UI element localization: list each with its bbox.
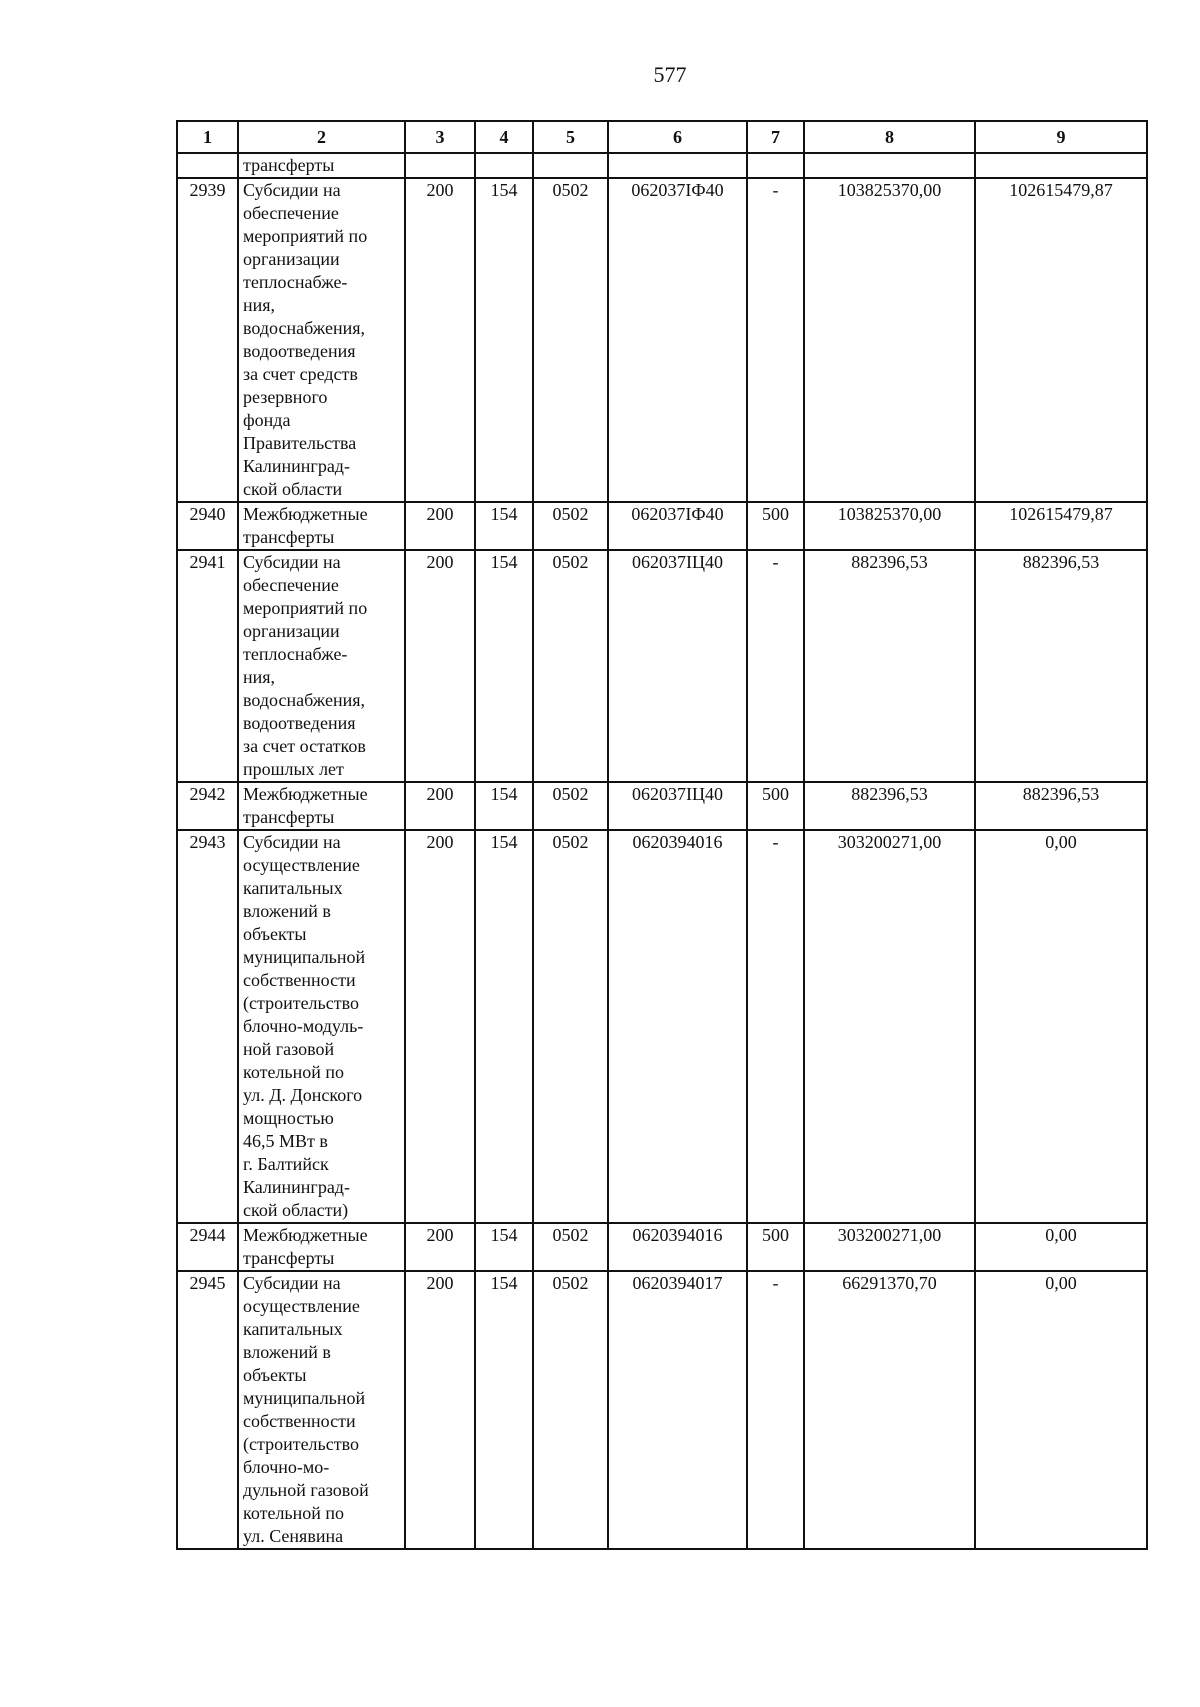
cell-row-number: 2940: [177, 502, 238, 550]
cell-amount-approved: [804, 153, 975, 178]
description-line: организации: [243, 249, 340, 269]
cell-amount-executed: 102615479,87: [975, 178, 1147, 502]
cell-code-a: 200: [405, 502, 475, 550]
cell-row-number: [177, 153, 238, 178]
description-line: Межбюджетные: [243, 784, 368, 804]
page-number: 577: [653, 62, 687, 87]
column-header: 8: [804, 121, 975, 153]
description-line: водоснабжения,: [243, 690, 366, 710]
description-line: Правительства: [243, 433, 357, 453]
description-line: теплоснабже-: [243, 644, 348, 664]
description-line: Субсидии на: [243, 832, 341, 852]
description-line: организации: [243, 621, 340, 641]
description-line: котельной по: [243, 1062, 345, 1082]
description-line: ской области): [243, 1200, 349, 1220]
cell-code-b: 154: [475, 502, 533, 550]
description-line: осуществление: [243, 855, 360, 875]
cell-target-article: 062037ІЦ40: [608, 550, 747, 782]
description-line: фонда: [243, 410, 291, 430]
description-line: Калининград-: [243, 1177, 350, 1197]
description-line: ской области: [243, 479, 343, 499]
description-line: собственности: [243, 970, 356, 990]
cell-row-number: 2942: [177, 782, 238, 830]
cell-description: [238, 830, 405, 1223]
cell-amount-approved: 882396,53: [804, 550, 975, 782]
cell-code-a: [405, 153, 475, 178]
description-line: мощностью: [243, 1108, 334, 1128]
cell-description: [238, 1223, 405, 1271]
description-line: муниципальной: [243, 1388, 366, 1408]
cell-description: [238, 550, 405, 782]
cell-description: [238, 178, 405, 502]
cell-code-b: 154: [475, 1271, 533, 1549]
description-line: трансферты: [243, 1248, 335, 1268]
budget-table: [176, 120, 1148, 1550]
description-line: блочно-мо-: [243, 1457, 330, 1477]
cell-description: [238, 502, 405, 550]
description-line: вложений в: [243, 1342, 331, 1362]
cell-row-number: 2943: [177, 830, 238, 1223]
cell-expense-type: -: [747, 830, 804, 1223]
description-line: трансферты: [243, 807, 335, 827]
cell-amount-approved: 303200271,00: [804, 1223, 975, 1271]
table-row: [177, 502, 1147, 550]
description-line: водоотведения: [243, 341, 356, 361]
cell-expense-type: 500: [747, 1223, 804, 1271]
cell-section: 0502: [533, 1223, 608, 1271]
cell-expense-type: -: [747, 178, 804, 502]
column-header: 4: [475, 121, 533, 153]
cell-code-b: 154: [475, 782, 533, 830]
cell-code-b: 154: [475, 1223, 533, 1271]
cell-target-article: 0620394017: [608, 1271, 747, 1549]
column-header: 3: [405, 121, 475, 153]
cell-code-a: 200: [405, 550, 475, 782]
cell-target-article: 0620394016: [608, 1223, 747, 1271]
cell-expense-type: [747, 153, 804, 178]
cell-code-a: 200: [405, 1223, 475, 1271]
cell-row-number: 2941: [177, 550, 238, 782]
cell-amount-approved: 103825370,00: [804, 178, 975, 502]
cell-code-b: 154: [475, 178, 533, 502]
cell-section: [533, 153, 608, 178]
description-line: ния,: [243, 295, 276, 315]
cell-target-article: 062037ІЦ40: [608, 782, 747, 830]
description-line: г. Балтийск: [243, 1154, 329, 1174]
description-line: Межбюджетные: [243, 504, 368, 524]
cell-amount-approved: 303200271,00: [804, 830, 975, 1223]
cell-amount-approved: 103825370,00: [804, 502, 975, 550]
cell-code-a: 200: [405, 782, 475, 830]
description-line: обеспечение: [243, 575, 339, 595]
description-line: ной газовой: [243, 1039, 335, 1059]
cell-target-article: 0620394016: [608, 830, 747, 1223]
cell-section: 0502: [533, 550, 608, 782]
description-line: ул. Сенявина: [243, 1526, 344, 1546]
cell-amount-approved: 882396,53: [804, 782, 975, 830]
cell-amount-executed: 882396,53: [975, 550, 1147, 782]
cell-section: 0502: [533, 830, 608, 1223]
description-line: муниципальной: [243, 947, 366, 967]
description-line: резервного: [243, 387, 328, 407]
cell-code-a: 200: [405, 1271, 475, 1549]
cell-row-number: 2939: [177, 178, 238, 502]
description-line: Субсидии на: [243, 552, 341, 572]
description-line: водоотведения: [243, 713, 356, 733]
column-header: 5: [533, 121, 608, 153]
description-line: ния,: [243, 667, 276, 687]
cell-expense-type: 500: [747, 502, 804, 550]
description-line: (строительство: [243, 1434, 359, 1454]
cell-target-article: [608, 153, 747, 178]
table-row: [177, 178, 1147, 502]
description-line: капитальных: [243, 878, 343, 898]
description-line: (строительство: [243, 993, 359, 1013]
cell-amount-executed: [975, 153, 1147, 178]
cell-target-article: 062037ІФ40: [608, 178, 747, 502]
description-line: за счет средств: [243, 364, 358, 384]
cell-amount-executed: 102615479,87: [975, 502, 1147, 550]
table-row: [177, 550, 1147, 782]
description-line: обеспечение: [243, 203, 339, 223]
cell-section: 0502: [533, 1271, 608, 1549]
cell-code-a: 200: [405, 830, 475, 1223]
column-header: 2: [238, 121, 405, 153]
description-line: объекты: [243, 1365, 307, 1385]
description-line: за счет остатков: [243, 736, 366, 756]
description-line: собственности: [243, 1411, 356, 1431]
cell-amount-executed: 0,00: [975, 1223, 1147, 1271]
table-body: [177, 153, 1147, 1549]
cell-expense-type: -: [747, 550, 804, 782]
description-line: трансферты: [243, 155, 335, 175]
description-line: водоснабжения,: [243, 318, 366, 338]
cell-row-number: 2945: [177, 1271, 238, 1549]
cell-amount-executed: 882396,53: [975, 782, 1147, 830]
header-row: [177, 121, 1147, 153]
cell-code-b: 154: [475, 550, 533, 782]
column-header: 9: [975, 121, 1147, 153]
description-line: капитальных: [243, 1319, 343, 1339]
description-line: прошлых лет: [243, 759, 344, 779]
cell-amount-executed: 0,00: [975, 830, 1147, 1223]
description-line: теплоснабже-: [243, 272, 348, 292]
cell-section: 0502: [533, 178, 608, 502]
cell-expense-type: 500: [747, 782, 804, 830]
cell-description: [238, 153, 405, 178]
cell-description: [238, 782, 405, 830]
description-line: объекты: [243, 924, 307, 944]
description-line: Субсидии на: [243, 180, 341, 200]
table-row: [177, 830, 1147, 1223]
cell-description: [238, 1271, 405, 1549]
table-row: [177, 153, 1147, 178]
description-line: ул. Д. Донского: [243, 1085, 363, 1105]
description-line: трансферты: [243, 527, 335, 547]
cell-target-article: 062037ІФ40: [608, 502, 747, 550]
description-line: блочно-модуль-: [243, 1016, 364, 1036]
column-header: 7: [747, 121, 804, 153]
table-row: [177, 1271, 1147, 1549]
description-line: Межбюджетные: [243, 1225, 368, 1245]
description-line: котельной по: [243, 1503, 345, 1523]
cell-section: 0502: [533, 502, 608, 550]
description-line: мероприятий по: [243, 598, 368, 618]
cell-row-number: 2944: [177, 1223, 238, 1271]
cell-section: 0502: [533, 782, 608, 830]
cell-amount-approved: 66291370,70: [804, 1271, 975, 1549]
description-line: мероприятий по: [243, 226, 368, 246]
table-row: [177, 1223, 1147, 1271]
cell-code-b: [475, 153, 533, 178]
cell-code-b: 154: [475, 830, 533, 1223]
cell-amount-executed: 0,00: [975, 1271, 1147, 1549]
cell-expense-type: -: [747, 1271, 804, 1549]
description-line: вложений в: [243, 901, 331, 921]
description-line: 46,5 МВт в: [243, 1131, 328, 1151]
description-line: Калининград-: [243, 456, 350, 476]
table-row: [177, 782, 1147, 830]
column-header: 6: [608, 121, 747, 153]
description-line: осуществление: [243, 1296, 360, 1316]
description-line: дульной газовой: [243, 1480, 369, 1500]
cell-code-a: 200: [405, 178, 475, 502]
column-header: 1: [177, 121, 238, 153]
description-line: Субсидии на: [243, 1273, 341, 1293]
